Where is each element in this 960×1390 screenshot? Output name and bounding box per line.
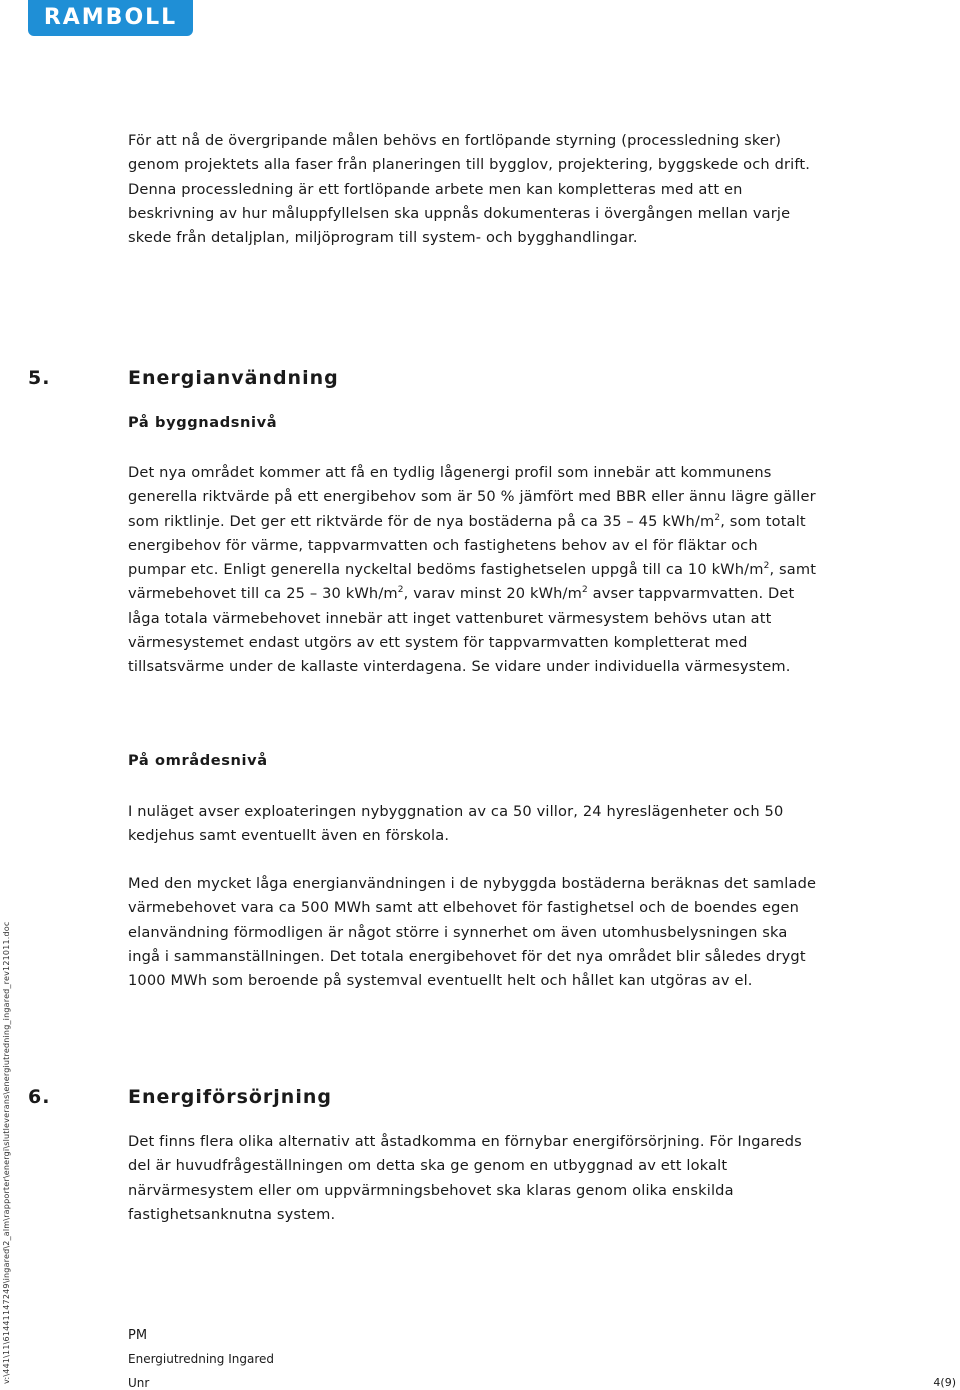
section-5-paragraph-1: [128, 461, 818, 680]
p1-text-c: , samt värmebehovet till ca 25 – 30 kWh/m: [128, 561, 817, 603]
ramboll-logo: RAMBOLL: [28, 0, 193, 36]
subheading-area-level: På områdesnivå: [128, 752, 268, 769]
page-number: 4(9): [933, 1376, 956, 1389]
section-5-number: 5.: [28, 367, 51, 389]
footer-doc-title: Energiutredning Ingared: [128, 1352, 274, 1366]
superscript: 2: [714, 512, 721, 523]
section-5-paragraph-3: Med den mycket låga energianvändningen i de nybyggda bostäderna beräknas det samlade värmebehovet vara ca 500 MWh samt att elbehovet för fastighetsel och de boendes egen elanvändning förmodligen är något större i synnerhet om även utomhusbelysningen ska ingå i sammanställningen. Det totala energibehovet för det nya området blir således drygt 1000 MWh som beroende på systemval eventuellt helt och hållet kan utgöras av el.: [128, 875, 817, 990]
p1-text-e: avser tappvarmvatten. Det låga totala värmebehovet innebär att inget vattenburet värmesystem behövs utan att värmesystemet endast utgörs av ett system för tappvarmvatten kompletterat med tillsatsvärme under de kallaste vinterdagena. Se vidare under individuella värmesystem.: [128, 585, 795, 676]
superscript: 2: [763, 561, 770, 572]
section-5-title: Energianvändning: [128, 367, 339, 389]
intro-paragraph: För att nå de övergripande målen behövs en fortlöpande styrning (processledning sker) genom projektets alla faser från planeringen till bygglov, projektering, byggskede och drift. Denna processledning är ett fortlöpande arbete men kan kompletteras med att en beskrivning av hur måluppfyllelsen ska uppnås dokumenteras i övergången mellan varje skede från detaljplan, miljöprogram till system- och bygghandlingar.: [128, 132, 811, 247]
superscript: 2: [397, 585, 404, 596]
p1-text-d: , varav minst 20 kWh/m: [403, 585, 582, 603]
subheading-building-level: På byggnadsnivå: [128, 414, 278, 431]
superscript: 2: [582, 585, 588, 596]
section-6-number: 6.: [28, 1086, 51, 1108]
section-5-paragraph-2: I nuläget avser exploateringen nybyggnation av ca 50 villor, 24 hyreslägenheter och 50 kedjehus samt eventuellt även en förskola.: [128, 803, 784, 845]
footer-pm: PM: [128, 1328, 148, 1343]
section-6-paragraph-1: Det finns flera olika alternativ att åstadkomma en förnybar energiförsörjning. För Ingareds del är huvudfrågeställningen om detta ska ge genom en utbyggnad av ett lokalt närvärmesystem eller om uppvärmningsbehovet ska klaras genom olika enskilda fastighetsanknutna system.: [128, 1133, 802, 1223]
p1-text-a: Det nya området kommer att få en tydlig lågenergi profil som innebär att kommunens generella riktvärde på ett energibehov som är 50 % jämfört med BBR eller ännu lägre gäller som riktlinje. Det ger ett riktvärde för de nya bostäderna på ca 35 – 45 kWh/m: [128, 464, 816, 530]
footer-unr: Unr: [128, 1376, 150, 1390]
file-path: v:\441\11\61441147249\ingared\2_alm\rapporter\energi\slutleverans\energiutredning_ingared_rev121011.doc: [2, 921, 11, 1384]
p1-text-b: , som totalt energibehov för värme, tappvarmvatten och fastighetens behov av el för fläktar och pumpar etc. Enligt generella nyckeltal bedöms fastighetselen uppgå till ca 10 kWh/m: [128, 512, 806, 579]
section-6-title: Energiförsörjning: [128, 1086, 332, 1108]
